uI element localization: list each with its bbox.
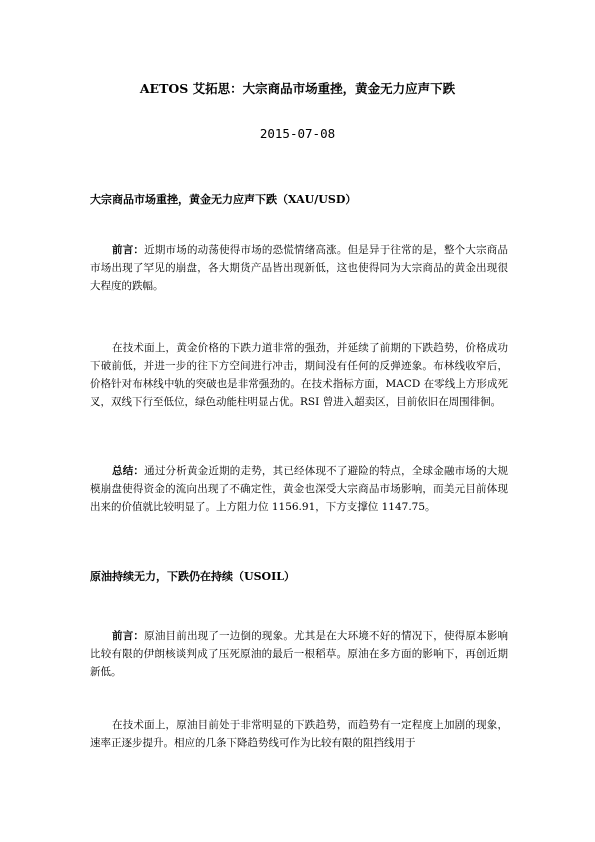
preface-label: 前言：: [112, 630, 145, 642]
paragraph-gold-preface: [90, 241, 508, 295]
technical-text: 在技术面上，黄金价格的下跌力道非常的强劲，并延续了前期的下跌趋势，价格成功下破前低，并进一步的往下方空间进行冲击，期间没有任何的反弹迹象。布林线收窄后，价格针对布林线中轨的突破也是非常强劲的。在技术指标方面，MACD 在零线上方形成死叉，双线下行至低位，绿色动能柱明显占优。RSI 曾进入超卖区，目前依旧在周围徘徊。: [90, 342, 508, 408]
section-heading-oil: 原油持续无力，下跌仍在持续（USOIL）: [90, 570, 295, 583]
document-date: 2015-07-08: [259, 126, 336, 141]
preface-text: 近期市场的动荡使得市场的恐慌情绪高涨。但是异于往常的是，整个大宗商品市场出现了罕见的崩盘，各大期货产品皆出现新低，这也使得同为大宗商品的黄金出现很大程度的跌幅。: [90, 244, 508, 292]
paragraph-oil-preface: [90, 627, 508, 681]
document-title: AETOS 艾拓思：大宗商品市场重挫，黄金无力应声下跌: [139, 81, 456, 96]
paragraph-gold-technical: [90, 339, 508, 411]
technical-text: 在技术面上，原油目前处于非常明显的下跌趋势，而趋势有一定程度上加剧的现象，速率正逐步提升。相应的几条下降趋势线可作为比较有限的阻挡线用于: [90, 719, 508, 749]
summary-text: 通过分析黄金近期的走势，其已经体现不了避险的特点，全球金融市场的大规模崩盘使得资金的流向出现了不确定性，黄金也深受大宗商品市场影响，而美元目前体现出来的价值就比较明显了。上方阻力位 1156.91，下方支撑位 1147.75。: [90, 465, 508, 513]
paragraph-oil-technical: [90, 716, 508, 752]
paragraph-gold-summary: [90, 462, 508, 516]
preface-text: 原油目前出现了一边倒的现象。尤其是在大环境不好的情况下，使得原本影响比较有限的伊朗核谈判成了压死原油的最后一根稻草。原油在多方面的影响下，再创近期新低。: [90, 630, 508, 678]
section-heading-gold: 大宗商品市场重挫，黄金无力应声下跌（XAU/USD）: [90, 193, 357, 206]
summary-label: 总结：: [112, 465, 145, 477]
preface-label: 前言：: [112, 244, 145, 256]
